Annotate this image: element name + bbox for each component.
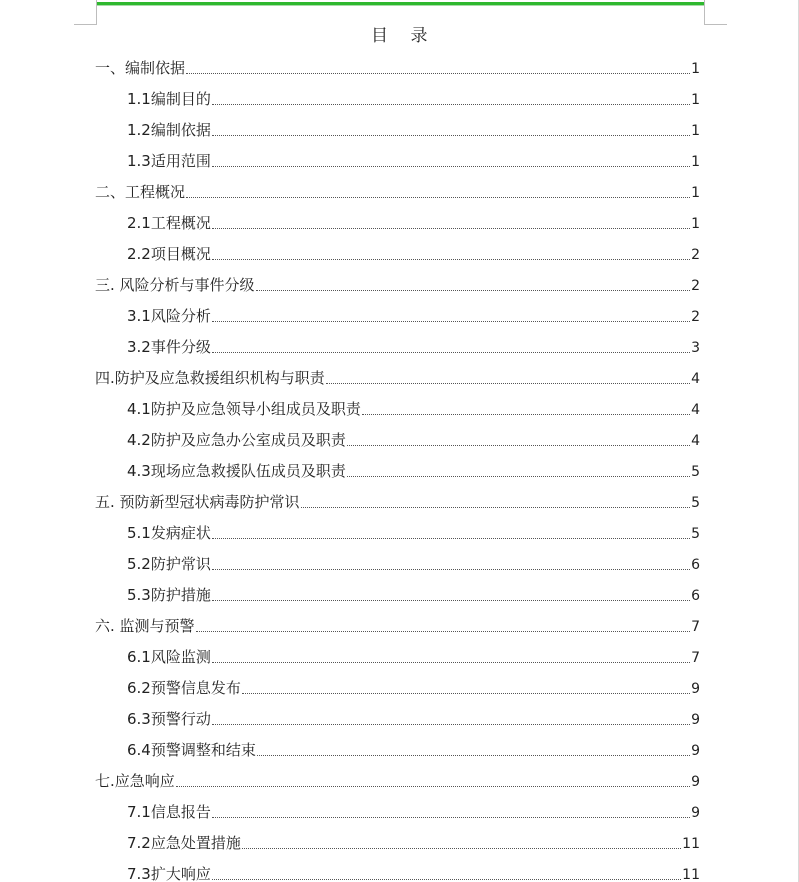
toc-entry-text: 七.应急响应: [95, 772, 175, 790]
toc-entry-section[interactable]: [127, 88, 700, 110]
toc-entry-section[interactable]: [127, 739, 700, 761]
toc-page-number: 3: [691, 340, 700, 356]
toc-page-number: 9: [691, 712, 700, 728]
toc-entry-section[interactable]: [127, 212, 700, 234]
toc-leader-dots: [212, 259, 690, 260]
toc-leader-dots: [347, 476, 690, 477]
toc-entry-text: 三. 风险分析与事件分级: [95, 276, 255, 294]
toc-entry-text: 四.防护及应急救援组织机构与职责: [95, 369, 325, 387]
toc-entry-text: 二、工程概况: [95, 183, 186, 201]
toc-page-number: 11: [682, 836, 700, 852]
toc-entry-section[interactable]: [127, 150, 700, 172]
toc-entry-text: 5.1发病症状: [127, 524, 211, 542]
toc-leader-dots: [212, 662, 690, 663]
toc-entry-section[interactable]: [127, 553, 700, 575]
toc-leader-dots: [212, 352, 690, 353]
toc-entry-section[interactable]: [127, 584, 700, 606]
toc-entry-section[interactable]: [127, 708, 700, 730]
toc-leader-dots: [212, 879, 681, 880]
toc-entry-text: 一、编制依据: [95, 59, 186, 77]
toc-entry-chapter[interactable]: [95, 770, 700, 792]
toc-entry-text: 6.4预警调整和结束: [127, 741, 256, 759]
toc-entry-chapter[interactable]: [95, 615, 700, 637]
margin-corner-top-right: [704, 0, 727, 25]
toc-leader-dots: [186, 73, 690, 74]
toc-leader-dots: [186, 197, 690, 198]
toc-page-number: 1: [691, 61, 700, 77]
toc-leader-dots: [176, 786, 690, 787]
toc-entry-section[interactable]: [127, 646, 700, 668]
toc-entry-section[interactable]: [127, 429, 700, 451]
toc-entry-chapter[interactable]: [95, 274, 700, 296]
toc-page-number: 4: [691, 433, 700, 449]
toc-entry-section[interactable]: [127, 801, 700, 823]
toc-entry-section[interactable]: [127, 243, 700, 265]
toc-page-number: 9: [691, 743, 700, 759]
toc-page-number: 1: [691, 154, 700, 170]
toc-title-char: 录: [410, 26, 428, 46]
toc-entry-text: 4.2防护及应急办公室成员及职责: [127, 431, 346, 449]
toc-entry-section[interactable]: [127, 305, 700, 327]
toc-entry-chapter[interactable]: [95, 367, 700, 389]
toc-entry-text: 1.3适用范围: [127, 152, 211, 170]
toc-leader-dots: [212, 538, 690, 539]
toc-entry-section[interactable]: [127, 863, 700, 882]
toc-entry-section[interactable]: [127, 832, 700, 854]
toc-page-number: 5: [691, 464, 700, 480]
toc-entry-text: 4.3现场应急救援队伍成员及职责: [127, 462, 346, 480]
toc-leader-dots: [257, 755, 690, 756]
toc-leader-dots: [212, 166, 690, 167]
toc-entry-text: 6.3预警行动: [127, 710, 211, 728]
toc-leader-dots: [212, 600, 690, 601]
toc-leader-dots: [196, 631, 691, 632]
toc-title: [0, 24, 799, 48]
toc-leader-dots: [212, 569, 690, 570]
toc-entry-chapter[interactable]: [95, 57, 700, 79]
toc-entry-text: 2.2项目概况: [127, 245, 211, 263]
toc-leader-dots: [256, 290, 691, 291]
toc-entry-text: 7.3扩大响应: [127, 865, 211, 882]
toc-entry-chapter[interactable]: [95, 491, 700, 513]
toc-page-number: 7: [691, 650, 700, 666]
toc-entry-text: 5.3防护措施: [127, 586, 211, 604]
toc-entry-section[interactable]: [127, 398, 700, 420]
toc-page-number: 5: [691, 495, 700, 511]
toc-entry-section[interactable]: [127, 336, 700, 358]
toc-leader-dots: [301, 507, 691, 508]
margin-corner-top-left: [74, 0, 97, 25]
toc-entry-section[interactable]: [127, 677, 700, 699]
header-rule-shadow: [96, 5, 704, 6]
toc-entry-text: 五. 预防新型冠状病毒防护常识: [95, 493, 300, 511]
toc-page-number: 6: [691, 557, 700, 573]
toc-entry-text: 6.2预警信息发布: [127, 679, 241, 697]
toc-entry-text: 六. 监测与预警: [95, 617, 195, 635]
toc-page-number: 4: [691, 371, 700, 387]
toc-entry-text: 2.1工程概况: [127, 214, 211, 232]
toc-entry-text: 7.2应急处置措施: [127, 834, 241, 852]
toc-leader-dots: [212, 135, 690, 136]
toc-entry-section[interactable]: [127, 460, 700, 482]
toc-page-number: 4: [691, 402, 700, 418]
toc-leader-dots: [212, 724, 690, 725]
toc-entry-text: 1.2编制依据: [127, 121, 211, 139]
toc-page-number: 2: [691, 278, 700, 294]
toc-entry-section[interactable]: [127, 119, 700, 141]
toc-leader-dots: [242, 693, 690, 694]
toc-entry-text: 7.1信息报告: [127, 803, 211, 821]
toc-entry-section[interactable]: [127, 522, 700, 544]
toc-page-number: 1: [691, 185, 700, 201]
toc-leader-dots: [212, 321, 690, 322]
toc-leader-dots: [326, 383, 690, 384]
toc-page-number: 2: [691, 309, 700, 325]
toc-entry-text: 6.1风险监测: [127, 648, 211, 666]
toc-page-number: 2: [691, 247, 700, 263]
toc-entry-text: 4.1防护及应急领导小组成员及职责: [127, 400, 361, 418]
toc-page-number: 7: [691, 619, 700, 635]
toc-entry-chapter[interactable]: [95, 181, 700, 203]
toc-entry-text: 3.2事件分级: [127, 338, 211, 356]
toc-entry-text: 5.2防护常识: [127, 555, 211, 573]
toc-page-number: 9: [691, 805, 700, 821]
toc-page-number: 9: [691, 681, 700, 697]
toc-entry-text: 1.1编制目的: [127, 90, 211, 108]
toc-leader-dots: [347, 445, 690, 446]
toc-leader-dots: [212, 104, 690, 105]
toc-page-number: 1: [691, 216, 700, 232]
toc-page-number: 1: [691, 123, 700, 139]
toc-leader-dots: [212, 228, 690, 229]
toc-page-number: 5: [691, 526, 700, 542]
toc-page-number: 6: [691, 588, 700, 604]
toc-leader-dots: [242, 848, 681, 849]
toc-page-number: 9: [691, 774, 700, 790]
toc-page-number: 11: [682, 867, 700, 882]
toc-leader-dots: [362, 414, 690, 415]
toc-title-char: 目: [371, 26, 389, 46]
toc-page-number: 1: [691, 92, 700, 108]
toc-entry-text: 3.1风险分析: [127, 307, 211, 325]
toc-leader-dots: [212, 817, 690, 818]
